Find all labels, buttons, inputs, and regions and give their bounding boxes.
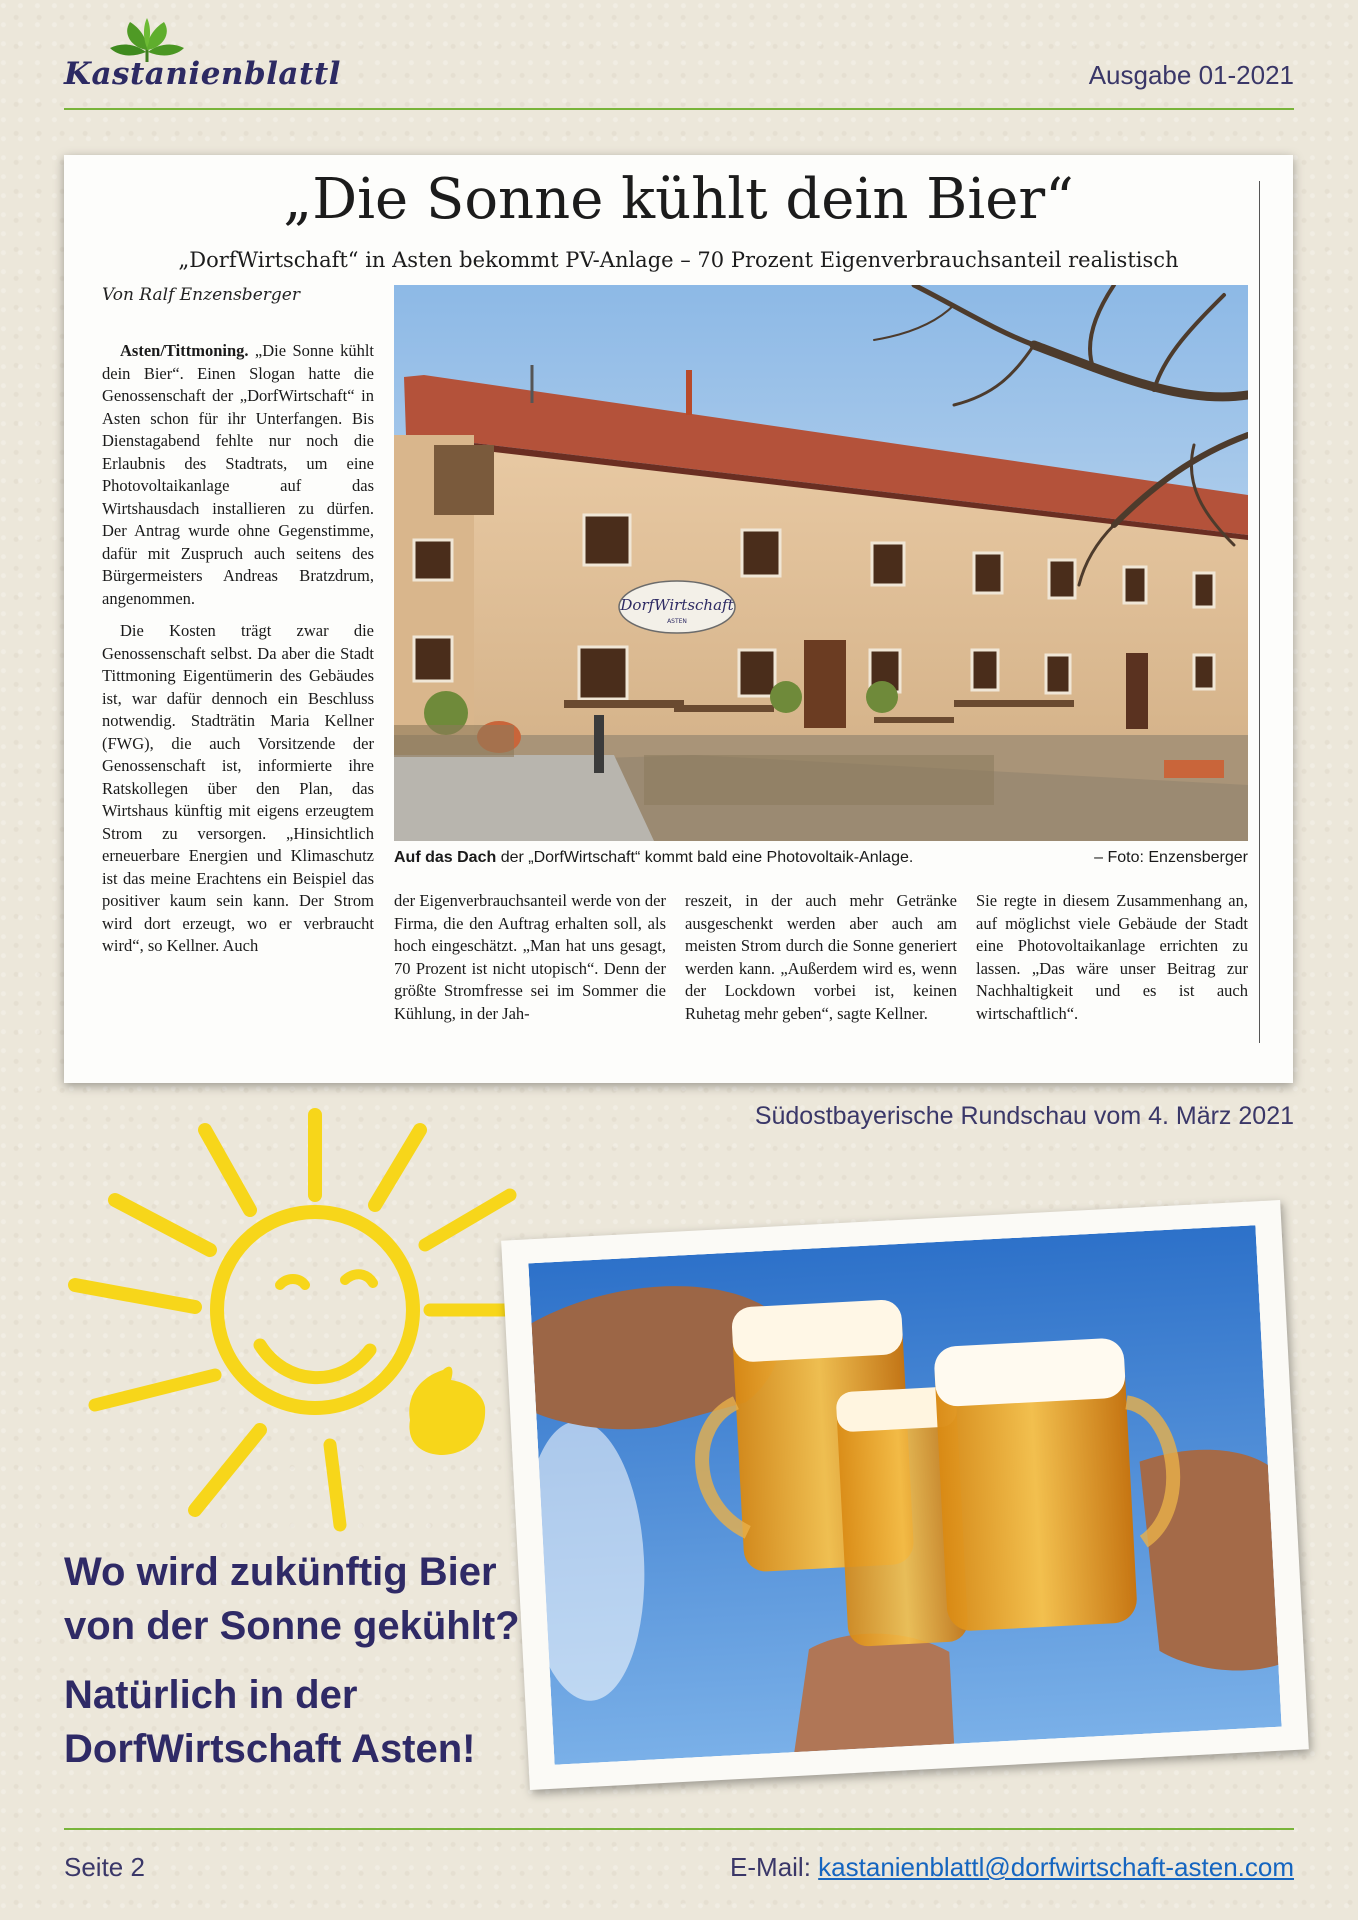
question-text: Wo wird zukünftig Bier von der Sonne gekühlt?	[64, 1550, 520, 1648]
inn-sign-text: DorfWirtschaft	[620, 596, 734, 614]
article-column-4: Sie regte in diesem Zusammenhang an, auf möglichst viele Gebäude der Stadt eine Photovoltaikanlage errichten zu lassen. „Das wäre unser Beitrag zur Nachhaltigkeit und es ist auch wirtschaftlich“.	[976, 891, 1248, 1023]
logo-text: Kastanienblattl	[64, 56, 341, 92]
dateline: Asten/Tittmoning.	[120, 341, 249, 360]
article-paragraph: Die Kosten trägt zwar die Genossenschaft selbst. Da aber die Stadt Tittmoning Eigentümerin des Gebäudes ist, war dafür dennoch ein Beschluss notwendig. Stadträtin Maria Kellner (FWG), die auch Vorsitzende der Genossenschaft ist, informierte ihre Ratskollegen über den Plan, das Wirtshaus künftig mit eigens erzeugtem Strom zu versorgen. „Hinsichtlich erneuerbare Energien und Klimaschutz ist das meine Erachtens ein Beispiel das positiver kaum sein kann. Der Strom wird dort erzeugt, wo er verbraucht wird“, so Kellner. Auch	[102, 621, 374, 955]
issue-number: Ausgabe 01-2021	[1088, 60, 1294, 90]
beer-photo-frame	[501, 1200, 1309, 1790]
caption-bold: Auf das Dach	[394, 849, 497, 866]
caption-text: der „DorfWirtschaft“ kommt bald eine Photovoltaik-Anlage.	[496, 849, 914, 866]
email-link[interactable]: kastanienblattl@dorfwirtschaft-asten.com	[818, 1852, 1294, 1882]
smiling-sun-icon	[55, 1045, 575, 1545]
answer-text: Natürlich in der DorfWirtschaft Asten!	[64, 1673, 476, 1771]
article-column-1	[102, 340, 374, 1036]
photo-credit: – Foto: Enzensberger	[1094, 849, 1248, 866]
header-divider	[64, 108, 1294, 110]
article-column-2: der Eigenverbrauchsanteil werde von der Firma, die den Auftrag erhalten soll, als hoch eingeschätzt. „Man hat uns gesagt, 70 Prozent ist nicht utopisch“. Denn der größte Stromfresse sei im Sommer die Kühlung, in der Jah-	[394, 891, 666, 1023]
article-headline: „Die Sonne kühlt dein Bier“	[283, 167, 1074, 232]
footer-contact	[730, 1852, 1294, 1883]
newspaper-clipping	[64, 155, 1293, 1083]
inn-photo	[394, 285, 1248, 841]
email-label: E-Mail:	[730, 1852, 811, 1882]
article-byline: Von Ralf Enzensberger	[102, 285, 300, 305]
column-rule	[1259, 181, 1260, 1043]
page-header	[64, 18, 1294, 110]
article-subheadline: „DorfWirtschaft“ in Asten bekommt PV-Anlage – 70 Prozent Eigenverbrauchsanteil realistisch	[178, 248, 1179, 272]
article-source: Südostbayerische Rundschau vom 4. März 2021	[754, 1102, 1294, 1130]
footer-divider	[64, 1828, 1294, 1830]
photo-caption	[394, 849, 1248, 867]
beer-toast-photo	[528, 1225, 1281, 1764]
logo	[64, 18, 341, 98]
inn-sign-subtext: ASTEN	[667, 618, 687, 625]
article-column-3: reszeit, in der auch mehr Getränke ausgeschenkt werden aber auch am meisten Strom durch die Sonne generiert werden kann. „Außerdem wird es, wenn der Lockdown vorbei ist, keinen Ruhetag mehr geben“, sagte Kellner.	[685, 891, 957, 1023]
page-number: Seite 2	[64, 1852, 145, 1882]
article-paragraph: Asten/Tittmoning. „Die Sonne kühlt dein Bier“. Einen Slogan hatte die Genossenschaft der „DorfWirtschaft“ in Asten schon für ihr Unterfangen. Bis Dienstagabend fehlte nur noch die Erlaubnis des Stadtrats, um eine Photovoltaikanlage auf das Wirtshausdach installieren zu dürfen. Der Antrag wurde ohne Gegenstimme, dafür mit Zuspruch auch seitens des Bürgermeisters Andreas Bratzdrum, angenommen.	[102, 341, 374, 608]
